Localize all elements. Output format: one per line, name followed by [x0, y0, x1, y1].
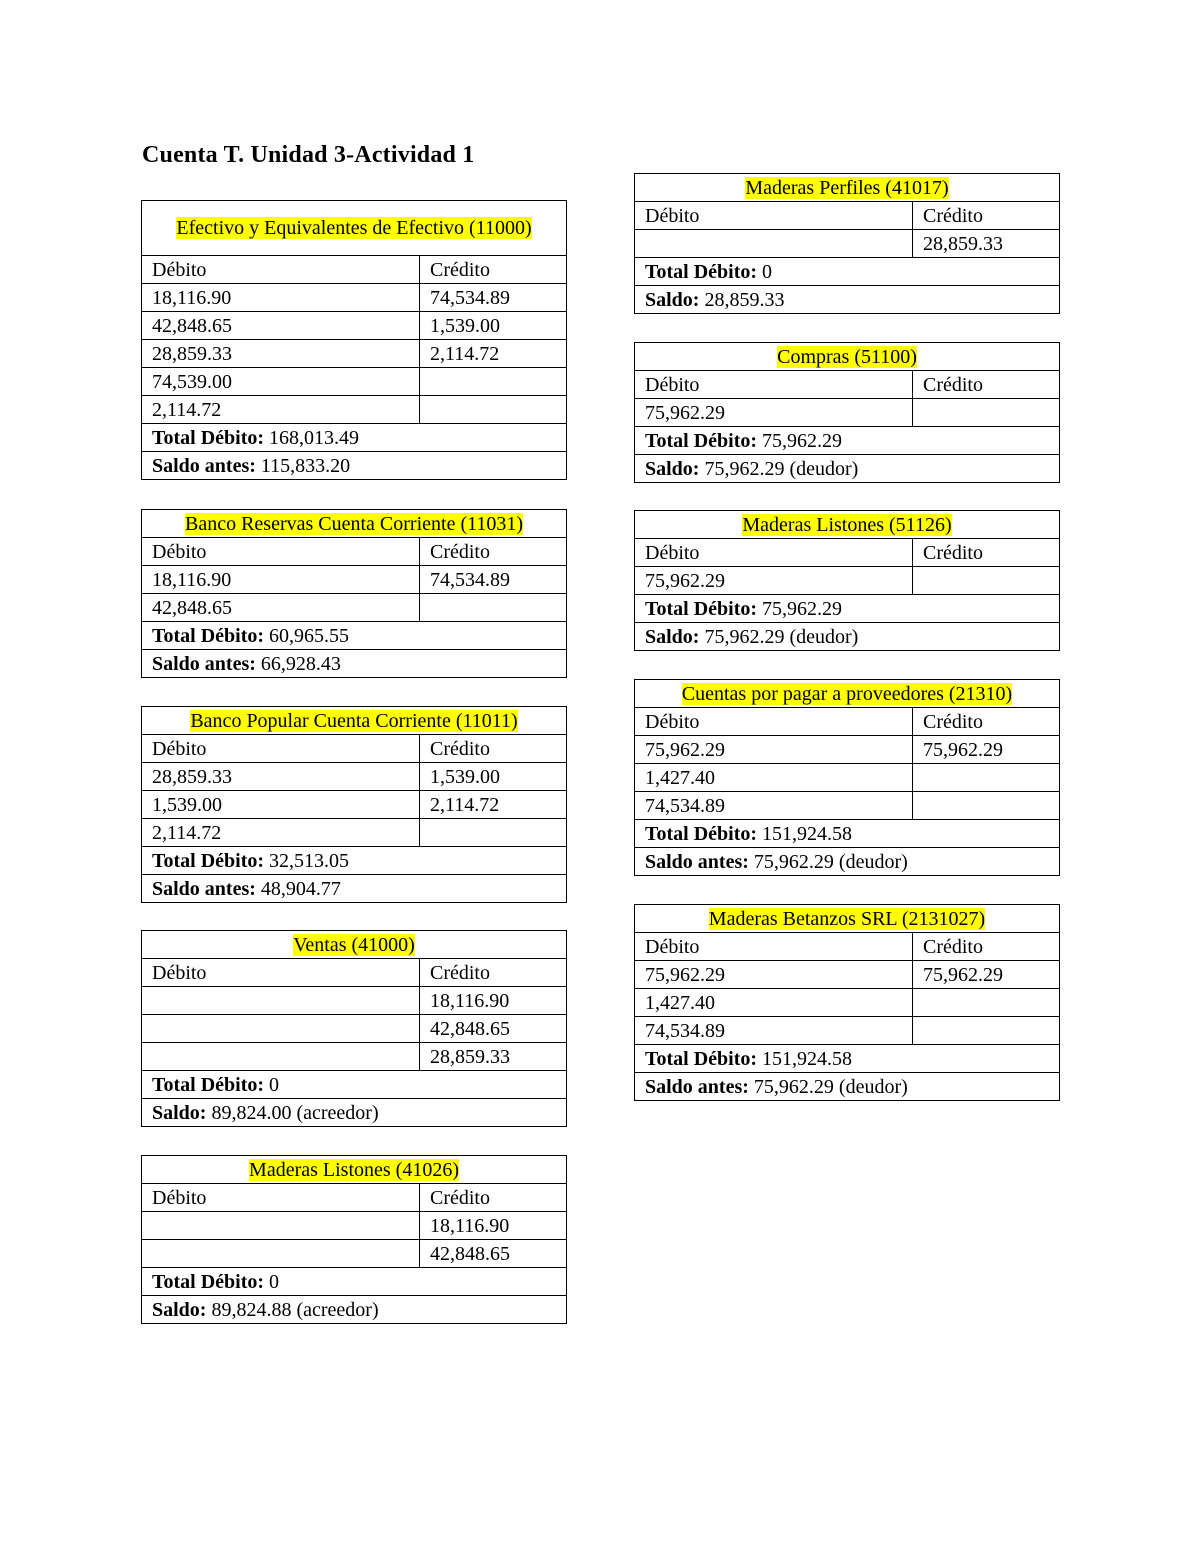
saldo-value: 48,904.77: [260, 877, 341, 900]
debit-cell: 42,848.65: [142, 594, 420, 622]
total-debit-value: 0: [762, 260, 773, 283]
entry-row: [635, 399, 1060, 427]
saldo-value: 89,824.00 (acreedor): [211, 1101, 379, 1124]
entry-row: [142, 819, 567, 847]
debit-cell: [635, 230, 913, 258]
account-title-text: Banco Reservas Cuenta Corriente (11031): [184, 512, 524, 535]
entry-row: [142, 1212, 567, 1240]
total-debit-value: 60,965.55: [269, 624, 350, 647]
credit-header: Crédito: [420, 256, 567, 284]
entry-row: [142, 396, 567, 424]
credit-header: Crédito: [913, 371, 1060, 399]
account-title-text: Maderas Betanzos SRL (2131027): [708, 907, 986, 930]
credit-cell: 74,534.89: [420, 284, 567, 312]
account-title: [142, 201, 567, 256]
saldo-value: 75,962.29 (deudor): [704, 457, 859, 480]
saldo-row: [635, 623, 1060, 651]
entry-row: [142, 566, 567, 594]
credit-cell: 75,962.29: [913, 736, 1060, 764]
saldo-value: 75,962.29 (deudor): [753, 1075, 908, 1098]
saldo-value: 75,962.29 (deudor): [753, 850, 908, 873]
entry-row: [142, 284, 567, 312]
debit-cell: 75,962.29: [635, 567, 913, 595]
debit-cell: 28,859.33: [142, 763, 420, 791]
entry-row: [635, 1017, 1060, 1045]
debit-cell: 74,539.00: [142, 368, 420, 396]
entry-row: [142, 1015, 567, 1043]
page-title: Cuenta T. Unidad 3-Actividad 1: [142, 142, 475, 168]
debit-cell: 75,962.29: [635, 399, 913, 427]
total-debit-row: [142, 424, 567, 452]
credit-cell: 2,114.72: [420, 340, 567, 368]
saldo-row: [142, 875, 567, 903]
credit-cell: [913, 399, 1060, 427]
credit-cell: 1,539.00: [420, 312, 567, 340]
account-title-text: Cuentas por pagar a proveedores (21310): [681, 682, 1013, 705]
entry-row: [142, 1043, 567, 1071]
entry-row: [635, 961, 1060, 989]
account-title-text: Compras (51100): [777, 345, 917, 368]
debit-cell: 42,848.65: [142, 312, 420, 340]
credit-cell: [420, 819, 567, 847]
saldo-label: Saldo:: [645, 625, 700, 648]
credit-cell: 42,848.65: [420, 1240, 567, 1268]
account-title-text: Maderas Listones (41026): [249, 1158, 459, 1181]
debit-cell: 74,534.89: [635, 792, 913, 820]
credit-cell: 28,859.33: [420, 1043, 567, 1071]
total-debit-value: 32,513.05: [269, 849, 350, 872]
entry-row: [142, 791, 567, 819]
debit-cell: 75,962.29: [635, 961, 913, 989]
entry-row: [635, 567, 1060, 595]
debit-cell: 1,539.00: [142, 791, 420, 819]
total-debit-label: Total Débito:: [152, 849, 265, 872]
account-title: [635, 511, 1060, 539]
saldo-value: 115,833.20: [260, 454, 351, 477]
credit-cell: [420, 368, 567, 396]
saldo-row: [635, 286, 1060, 314]
credit-cell: [913, 567, 1060, 595]
credit-cell: [913, 764, 1060, 792]
account-title: [635, 174, 1060, 202]
debit-cell: [142, 1015, 420, 1043]
debit-header: Débito: [142, 735, 420, 763]
entry-row: [142, 987, 567, 1015]
t-account-41026: [141, 1155, 567, 1324]
saldo-label: Saldo antes:: [645, 850, 749, 873]
t-account-11011: [141, 706, 567, 903]
account-title-text: Banco Popular Cuenta Corriente (11011): [190, 709, 518, 732]
account-title: [142, 931, 567, 959]
total-debit-row: [635, 820, 1060, 848]
credit-cell: 18,116.90: [420, 1212, 567, 1240]
saldo-value: 89,824.88 (acreedor): [211, 1298, 379, 1321]
debit-cell: 18,116.90: [142, 566, 420, 594]
debit-header: Débito: [142, 538, 420, 566]
total-debit-row: [635, 258, 1060, 286]
total-debit-label: Total Débito:: [152, 624, 265, 647]
entry-row: [142, 368, 567, 396]
total-debit-label: Total Débito:: [152, 426, 265, 449]
total-debit-value: 151,924.58: [762, 822, 853, 845]
credit-cell: [913, 792, 1060, 820]
debit-header: Débito: [635, 539, 913, 567]
t-account-41000: [141, 930, 567, 1127]
total-debit-value: 75,962.29: [762, 597, 843, 620]
entry-row: [142, 1240, 567, 1268]
total-debit-label: Total Débito:: [152, 1270, 265, 1293]
t-account-21310: [634, 679, 1060, 876]
entry-row: [142, 594, 567, 622]
entry-row: [635, 736, 1060, 764]
total-debit-label: Total Débito:: [645, 822, 758, 845]
debit-header: Débito: [142, 256, 420, 284]
total-debit-row: [142, 622, 567, 650]
debit-header: Débito: [635, 371, 913, 399]
saldo-row: [142, 452, 567, 480]
account-title-text: Maderas Listones (51126): [742, 513, 952, 536]
credit-header: Crédito: [420, 735, 567, 763]
credit-cell: 42,848.65: [420, 1015, 567, 1043]
total-debit-label: Total Débito:: [645, 597, 758, 620]
account-title: [142, 1156, 567, 1184]
t-account-51100: [634, 342, 1060, 483]
total-debit-value: 0: [269, 1270, 280, 1293]
debit-cell: 1,427.40: [635, 989, 913, 1017]
saldo-value: 66,928.43: [260, 652, 341, 675]
total-debit-label: Total Débito:: [645, 260, 758, 283]
credit-header: Crédito: [420, 538, 567, 566]
saldo-row: [635, 1073, 1060, 1101]
credit-cell: [420, 594, 567, 622]
entry-row: [142, 763, 567, 791]
saldo-row: [142, 1296, 567, 1324]
credit-cell: 28,859.33: [913, 230, 1060, 258]
debit-header: Débito: [142, 1184, 420, 1212]
entry-row: [142, 340, 567, 368]
total-debit-row: [142, 847, 567, 875]
debit-cell: 18,116.90: [142, 284, 420, 312]
total-debit-label: Total Débito:: [152, 1073, 265, 1096]
credit-cell: 75,962.29: [913, 961, 1060, 989]
account-title: [142, 510, 567, 538]
total-debit-value: 151,924.58: [762, 1047, 853, 1070]
debit-header: Débito: [635, 202, 913, 230]
total-debit-row: [142, 1071, 567, 1099]
account-title-text: Maderas Perfiles (41017): [745, 176, 949, 199]
t-account-11000: [141, 200, 567, 480]
saldo-label: Saldo:: [152, 1298, 207, 1321]
t-account-11031: [141, 509, 567, 678]
debit-header: Débito: [635, 933, 913, 961]
debit-cell: 1,427.40: [635, 764, 913, 792]
debit-cell: 2,114.72: [142, 396, 420, 424]
t-account-51126: [634, 510, 1060, 651]
credit-header: Crédito: [913, 708, 1060, 736]
total-debit-label: Total Débito:: [645, 429, 758, 452]
credit-header: Crédito: [420, 1184, 567, 1212]
credit-header: Crédito: [913, 539, 1060, 567]
saldo-value: 28,859.33: [704, 288, 785, 311]
saldo-label: Saldo antes:: [152, 877, 256, 900]
debit-cell: 74,534.89: [635, 1017, 913, 1045]
credit-cell: [913, 1017, 1060, 1045]
credit-cell: [420, 396, 567, 424]
entry-row: [142, 312, 567, 340]
credit-cell: 18,116.90: [420, 987, 567, 1015]
saldo-row: [142, 1099, 567, 1127]
total-debit-label: Total Débito:: [645, 1047, 758, 1070]
entry-row: [635, 230, 1060, 258]
debit-cell: [142, 1212, 420, 1240]
account-title: [635, 680, 1060, 708]
account-title-text: Efectivo y Equivalentes de Efectivo (11000): [176, 216, 532, 239]
t-account-41017: [634, 173, 1060, 314]
credit-cell: 74,534.89: [420, 566, 567, 594]
total-debit-row: [635, 1045, 1060, 1073]
total-debit-row: [635, 595, 1060, 623]
debit-cell: 75,962.29: [635, 736, 913, 764]
debit-cell: [142, 1043, 420, 1071]
entry-row: [635, 764, 1060, 792]
total-debit-value: 75,962.29: [762, 429, 843, 452]
saldo-label: Saldo antes:: [152, 454, 256, 477]
debit-cell: 2,114.72: [142, 819, 420, 847]
account-title: [635, 905, 1060, 933]
saldo-label: Saldo:: [645, 457, 700, 480]
entry-row: [635, 792, 1060, 820]
saldo-label: Saldo:: [645, 288, 700, 311]
credit-header: Crédito: [913, 933, 1060, 961]
account-title-text: Ventas (41000): [293, 933, 415, 956]
saldo-row: [635, 455, 1060, 483]
total-debit-value: 168,013.49: [269, 426, 360, 449]
credit-header: Crédito: [913, 202, 1060, 230]
debit-cell: [142, 1240, 420, 1268]
account-title: [635, 343, 1060, 371]
credit-cell: 2,114.72: [420, 791, 567, 819]
t-account-2131027: [634, 904, 1060, 1101]
total-debit-value: 0: [269, 1073, 280, 1096]
debit-cell: 28,859.33: [142, 340, 420, 368]
debit-header: Débito: [142, 959, 420, 987]
total-debit-row: [635, 427, 1060, 455]
credit-cell: [913, 989, 1060, 1017]
debit-header: Débito: [635, 708, 913, 736]
account-title: [142, 707, 567, 735]
saldo-value: 75,962.29 (deudor): [704, 625, 859, 648]
debit-cell: [142, 987, 420, 1015]
saldo-label: Saldo antes:: [152, 652, 256, 675]
saldo-row: [142, 650, 567, 678]
saldo-label: Saldo antes:: [645, 1075, 749, 1098]
entry-row: [635, 989, 1060, 1017]
credit-cell: 1,539.00: [420, 763, 567, 791]
credit-header: Crédito: [420, 959, 567, 987]
saldo-row: [635, 848, 1060, 876]
saldo-label: Saldo:: [152, 1101, 207, 1124]
total-debit-row: [142, 1268, 567, 1296]
